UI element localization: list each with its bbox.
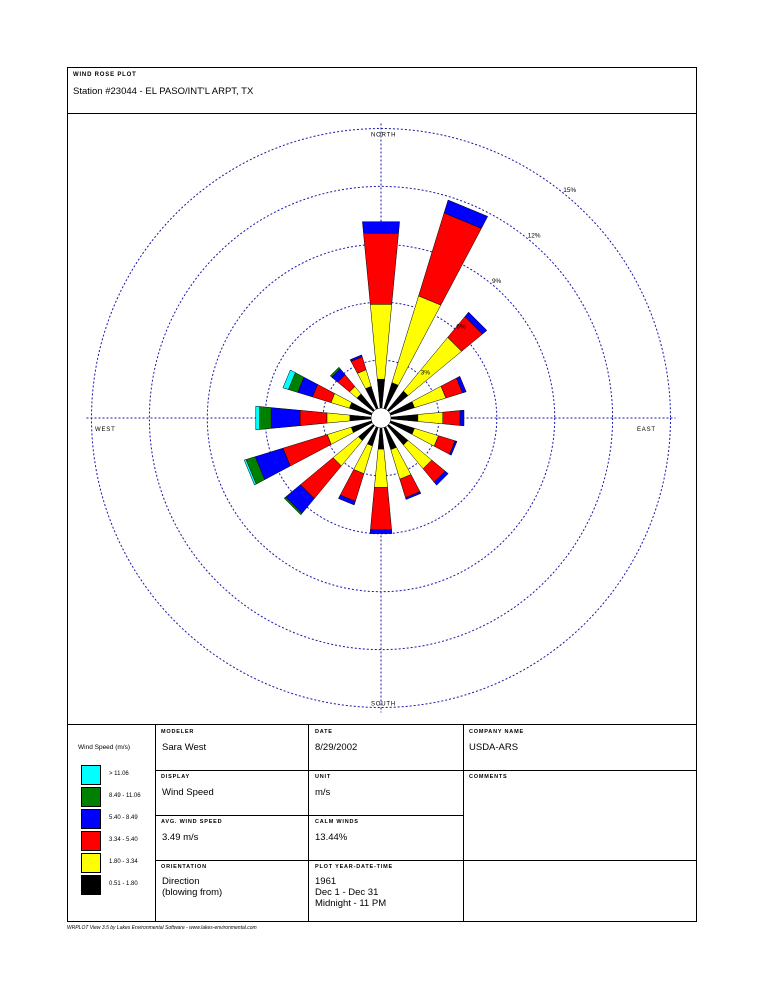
petal-W-bin-2 [300,410,327,425]
legend-swatch [81,809,101,829]
legend-swatch [81,765,101,785]
petal-E-bin-0 [391,415,418,422]
petal-E-bin-2 [443,411,460,426]
unit-label: UNIT [315,774,332,780]
legend-label: 8.49 - 11.06 [109,793,141,799]
petal-W-bin-3 [271,408,300,429]
petal-NNE-bin-2 [419,213,482,305]
legend-swatch [81,831,101,851]
display-label: DISPLAY [161,774,190,780]
calm-center [371,408,391,428]
date-value: 8/29/2002 [315,742,358,753]
legend-swatch [81,875,101,895]
station-title: Station #23044 - EL PASO/INT'L ARPT, TX [73,86,254,97]
petal-S [370,428,392,534]
petal-N-bin-2 [364,233,399,304]
ring-label-3: 3% [420,369,431,377]
avg-speed-value: 3.49 m/s [162,832,199,843]
modeler-label: MODELER [161,729,195,735]
unit-value: m/s [315,787,331,798]
petal-S-bin-3 [370,530,392,534]
petal-S-bin-1 [374,449,387,487]
legend-label: 3.34 - 5.40 [109,837,138,843]
compass-label-east: EAST [637,427,656,433]
display-value: Wind Speed [162,787,214,798]
petal-E [391,410,464,426]
ring-label-15: 15% [563,186,577,194]
petal-S-bin-0 [378,428,384,449]
orientation-value: Direction (blowing from) [162,876,223,898]
date-label: DATE [315,729,333,735]
petal-E-bin-1 [418,412,443,424]
legend-swatch [81,787,101,807]
petal-ENE-bin-1 [412,386,446,408]
plot-time-value: 1961 Dec 1 - Dec 31 Midnight - 11 PM [315,876,387,909]
compass-label-north: NORTH [371,132,397,139]
petal-E-bin-3 [460,410,464,426]
modeler-value: Sara West [162,742,207,753]
compass-label-south: SOUTH [371,701,396,708]
petal-W-bin-4 [260,407,272,430]
calm-winds-label: CALM WINDS [315,819,359,825]
petal-W-bin-0 [350,415,371,421]
ring-label-6: 6% [456,323,466,331]
legend-label: > 11.06 [109,771,129,777]
legend-label: 0.51 - 1.80 [109,881,138,887]
petal-NNE [384,200,488,409]
ring-label-9: 9% [491,278,502,286]
legend-title: Wind Speed (m/s) [78,744,131,751]
comments-label: COMMENTS [469,774,508,780]
plot-type-label: WIND ROSE PLOT [73,72,137,78]
petal-WNW-bin-1 [331,394,352,409]
compass-label-west: WEST [95,427,116,433]
orientation-label: ORIENTATION [161,864,207,870]
plot-frame [67,67,697,922]
petal-WSW-bin-2 [283,435,331,466]
software-credit: WRPLOT View 3.5 by Lakes Environmental Software - www.lakes-environmental.com [67,925,257,931]
petal-S-bin-2 [370,488,391,530]
petal-N-bin-0 [377,379,384,408]
petal-WSW-bin-1 [327,427,353,444]
calm-winds-value: 13.44% [315,832,348,843]
company-value: USDA-ARS [469,742,519,753]
legend-label: 1.80 - 3.34 [109,859,138,865]
ring-label-12: 12% [527,232,541,240]
wind-rose-chart [68,68,696,724]
petal-N-bin-3 [362,222,399,234]
petal-SSW-bin-1 [354,444,373,474]
company-label: COMPANY NAME [469,729,524,735]
legend-label: 5.40 - 8.49 [109,815,138,821]
info-panel [68,724,696,922]
avg-speed-label: AVG. WIND SPEED [161,819,223,825]
legend-swatch [81,853,101,873]
petal-W-bin-1 [327,413,350,423]
petal-W-bin-5 [256,406,260,430]
petal-N-bin-1 [370,304,391,379]
petal-ESE-bin-1 [412,428,439,446]
plot-time-label: PLOT YEAR-DATE-TIME [315,864,393,870]
